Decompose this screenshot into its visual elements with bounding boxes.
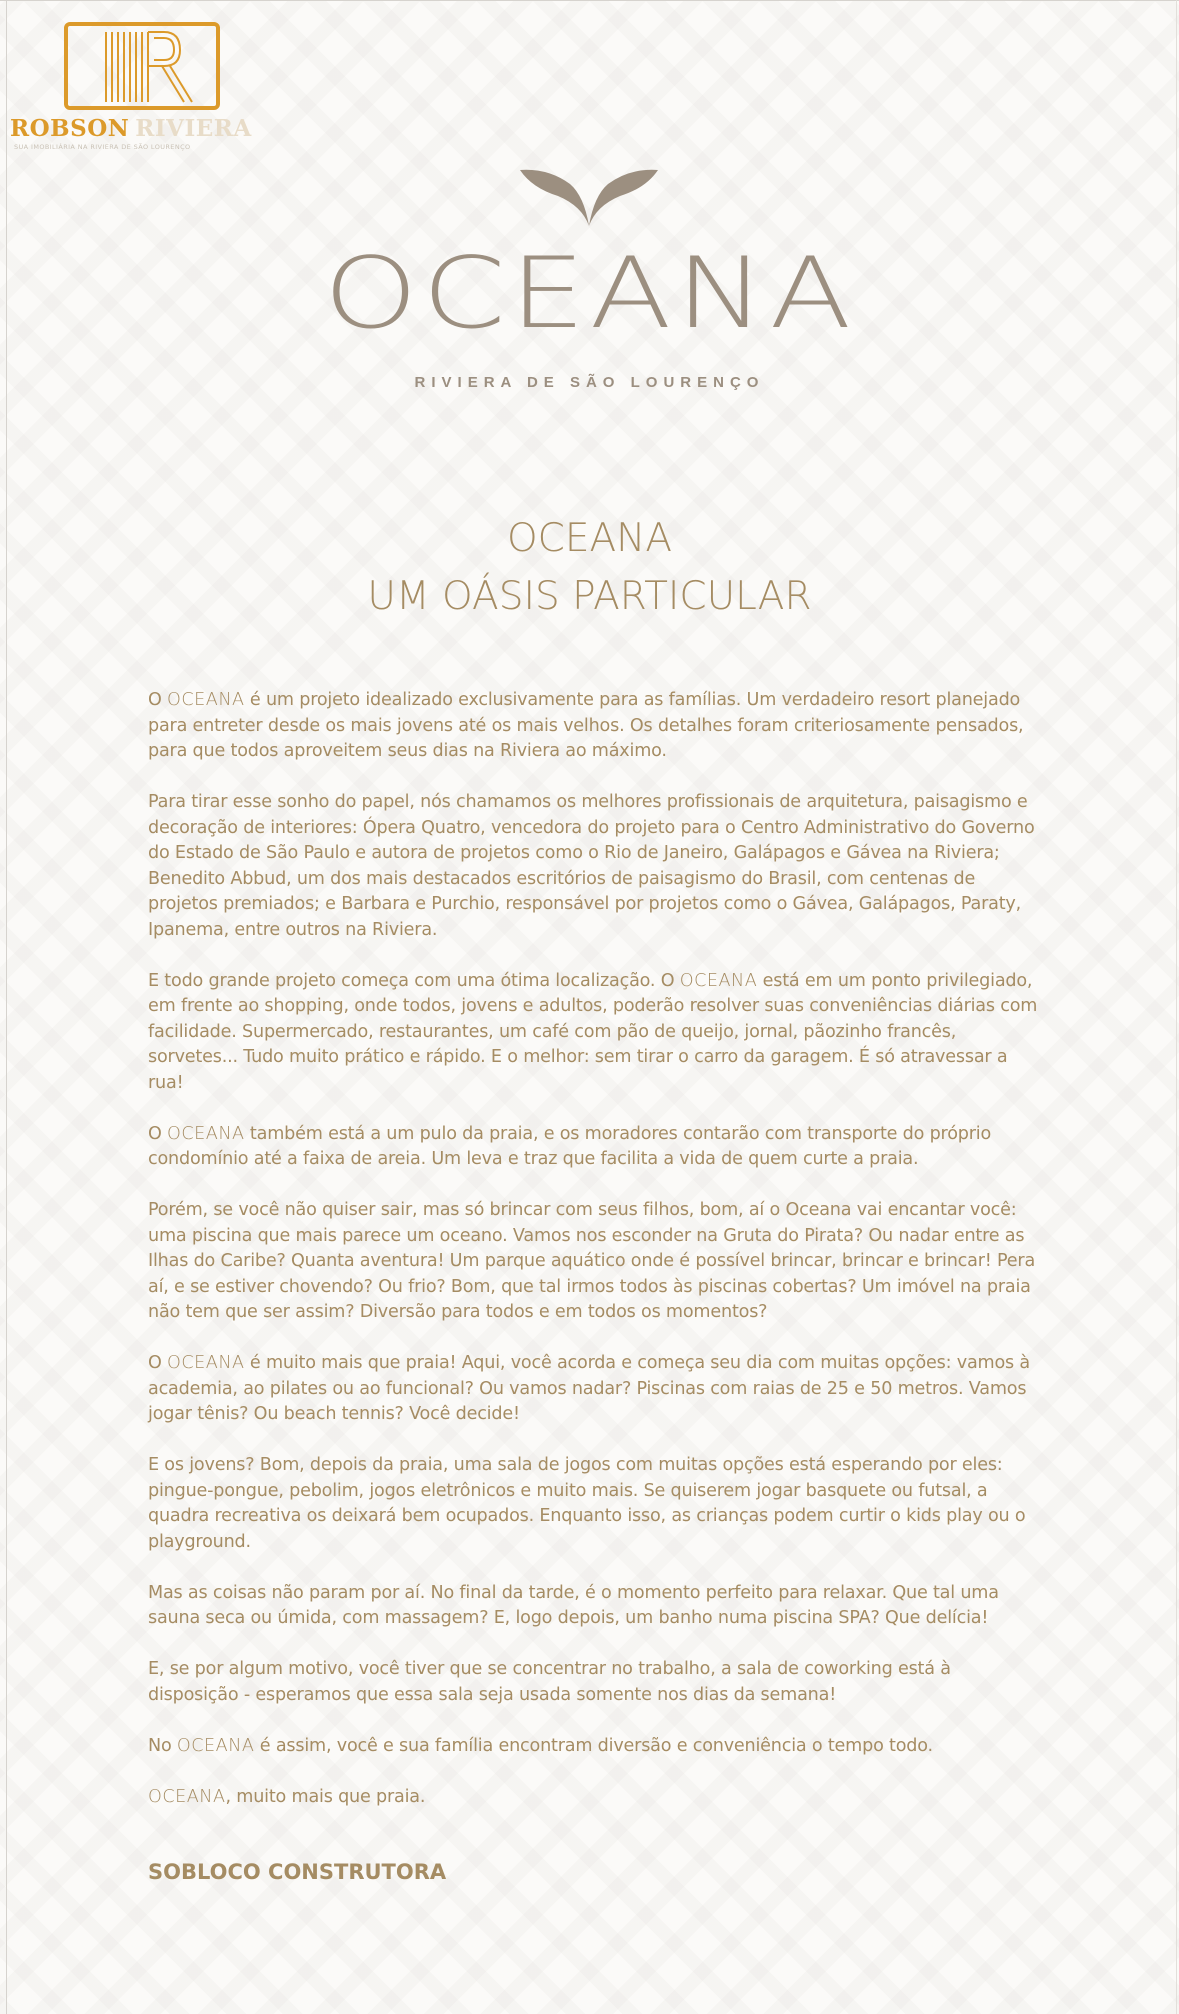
paragraph-6 [148, 1351, 1040, 1428]
brand-inline: OCEANA [167, 1123, 245, 1144]
paragraph-4 [148, 1122, 1040, 1173]
title-line-1: OCEANA [506, 516, 673, 561]
paragraph-9 [148, 1657, 1040, 1708]
paragraph-text: , muito mais que praia. [225, 1786, 426, 1807]
paragraph-text: está em um ponto privilegiado, em frente ao shopping, onde todos, jovens e adultos, poderão resolver suas conveniências diárias com facilidade. Supermercado, restaurantes, um café com pão de queijo, jornal, pãozinho francês, sorvetes... Tudo muito prático e rápido. E o melhor: sem tirar o carro da garagem. É só atravessar a rua! [148, 970, 1038, 1093]
paragraph-7 [148, 1453, 1040, 1555]
paragraph-text: é um projeto idealizado exclusivamente para as famílias. Um verdadeiro resort planejado para entreter desde os mais jovens até os mais velhos. Os detalhes foram criteriosamente pensados, para que todos aproveitem seus dias na Riviera ao máximo. [148, 690, 1024, 761]
paragraph-text: Porém, se você não quiser sair, mas só brincar com seus filhos, bom, aí o Oceana vai encantar você: uma piscina que mais parece um oceano. Vamos nos esconder na Gruta do Pirata? Ou nadar entre as Ilhas do Caribe? Quanta aventura! Um parque aquático onde é possível brincar, brincar e brincar! Pera aí, e se estiver chovendo? Ou frio? Bom, que tal irmos todos às piscinas cobertas? Um imóvel na praia não tem que ser assim? Diversão para todos e em todos os momentos? [148, 1200, 1036, 1322]
paragraph-11 [148, 1785, 1040, 1811]
oceana-brand-logo [0, 160, 1179, 400]
paragraph-lead: O [148, 1353, 168, 1373]
oceana-leaf-icon [518, 166, 660, 238]
signature: SOBLOCO CONSTRUTORA [148, 1860, 447, 1884]
agency-name-secondary: RIVIERA [135, 115, 252, 142]
title-line-2: UM OÁSIS PARTICULAR [367, 574, 812, 619]
paragraph-lead: O [148, 1123, 168, 1144]
agency-name [10, 115, 252, 142]
brand-inline: OCEANA [176, 1735, 255, 1756]
paragraph-lead: O [148, 690, 168, 710]
paragraph-3 [148, 969, 1040, 1097]
paragraph-1 [148, 688, 1040, 765]
brand-inline: OCEANA [148, 1786, 226, 1807]
paragraph-5 [148, 1198, 1040, 1326]
brand-inline: OCEANA [167, 1353, 245, 1373]
paragraph-text: Para tirar esse sonho do papel, nós chamamos os melhores profissionais de arquitetura, paisagismo e decoração de interiores: Ópera Quatro, vencedora do projeto para o Centro Administrativo do Governo do Estado de São Paulo e autora de projetos como o Rio de Janeiro, Galápagos e Gávea na Riviera; Benedito Abbud, um dos mais destacados escritórios de paisagismo do Brasil, com centenas de projetos premiados; e Barbara e Purchio, responsável por projetos como o Gávea, Galápagos, Paraty, Ipanema, entre outros na Riviera. [148, 792, 1035, 940]
page-title [0, 510, 1179, 626]
agency-name-primary: ROBSON [10, 115, 130, 142]
brand-subtitle: RIVIERA DE SÃO LOURENÇO [414, 374, 765, 391]
page-border-top [0, 0, 1179, 1]
paragraph-text: E os jovens? Bom, depois da praia, uma sala de jogos com muitas opções está esperando por eles: pingue-pongue, pebolim, jogos eletrônicos e muito mais. Se quiserem jogar basquete ou futsal, a quadra recreativa os deixará bem ocupados. Enquanto isso, as crianças podem curtir o kids play ou o playground. [148, 1455, 1026, 1552]
paragraph-lead: No [148, 1735, 177, 1756]
agency-logo [10, 22, 280, 150]
paragraph-8 [148, 1581, 1040, 1632]
agency-tagline: SUA IMOBILIÁRIA NA RIVIERA DE SÃO LOURENÇO [14, 143, 191, 151]
brand-inline: OCEANA [679, 970, 758, 991]
paragraph-lead: E todo grande projeto começa com uma ótima localização. O [148, 970, 680, 991]
paragraph-10 [148, 1734, 1040, 1760]
brand-inline: OCEANA [167, 690, 245, 710]
article-body [148, 688, 1040, 1886]
paragraph-text: Mas as coisas não param por aí. No final da tarde, é o momento perfeito para relaxar. Que tal uma sauna seca ou úmida, com massagem? E, logo depois, um banho numa piscina SPA? Que delícia! [148, 1582, 999, 1628]
paragraph-2 [148, 790, 1040, 943]
agency-logo-badge [64, 22, 220, 112]
paragraph-text: é muito mais que praia! Aqui, você acorda e começa seu dia com muitas opções: vamos à academia, ao pilates ou ao funcional? Ou vamos nadar? Piscinas com raias de 25 e 50 metros. Vamos jogar tênis? Ou beach tennis? Você decide! [148, 1353, 1030, 1424]
paragraph-text: também está a um pulo da praia, e os moradores contarão com transporte do próprio condomínio até a faixa de areia. Um leva e traz que facilita a vida de quem curte a praia. [148, 1123, 992, 1169]
brand-wordmark: OCEANA [323, 236, 856, 351]
paragraph-text: é assim, você e sua família encontram diversão e conveniência o tempo todo. [254, 1735, 933, 1756]
paragraph-text: E, se por algum motivo, você tiver que se concentrar no trabalho, a sala de coworking está à disposição - esperamos que essa sala seja usada somente nos dias da semana! [148, 1659, 951, 1705]
